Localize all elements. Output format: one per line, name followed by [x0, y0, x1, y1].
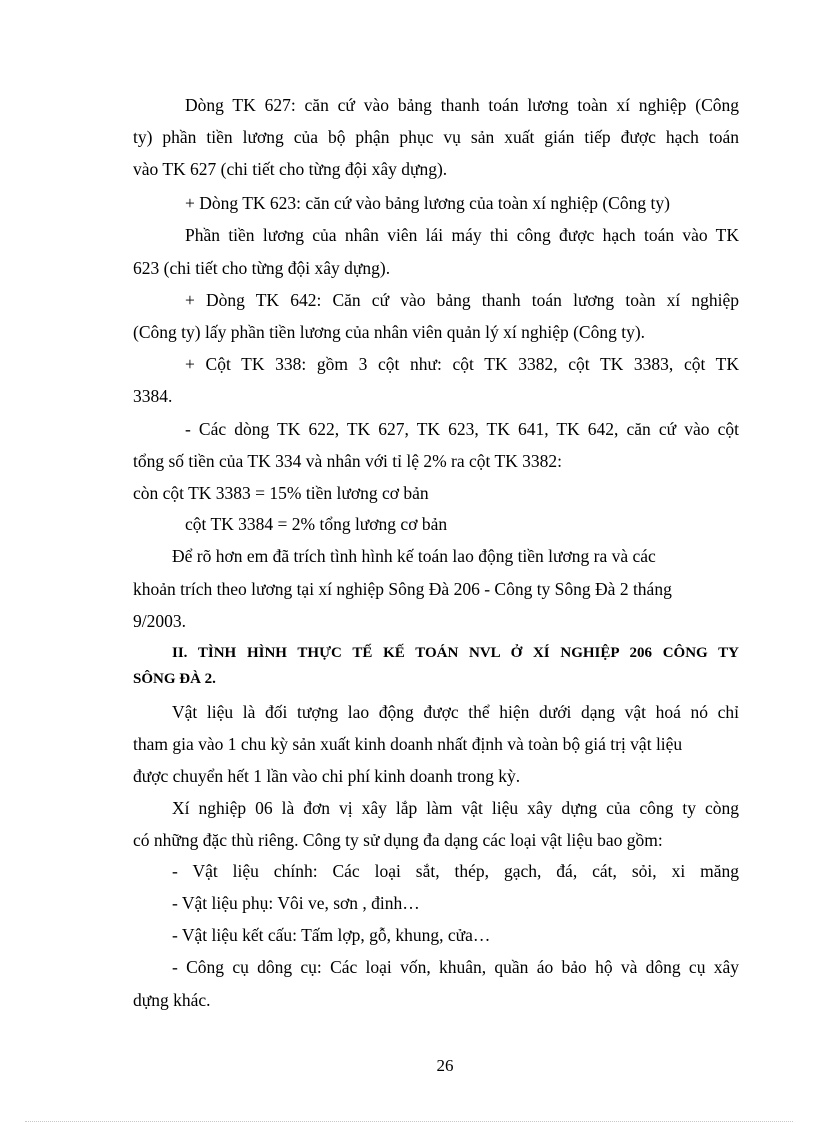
page-number: 26	[436, 1056, 454, 1075]
text-line: ty) phần tiền lương của bộ phận phục vụ sản xuất gián tiếp được hạch toán	[133, 127, 739, 147]
text-line: - Các dòng TK 622, TK 627, TK 623, TK 641, TK 642, căn cứ vào cột	[185, 419, 739, 439]
text-line: vào TK 627 (chi tiết cho từng đội xây dựng).	[133, 159, 448, 179]
text-line: + Cột TK 338: gồm 3 cột như: cột TK 3382, cột TK 3383, cột TK	[185, 354, 739, 374]
text-line: khoản trích theo lương tại xí nghiệp Sông Đà 206 - Công ty Sông Đà 2 tháng	[133, 579, 672, 599]
text-line: Dòng TK 627: căn cứ vào bảng thanh toán lương toàn xí nghiệp (Công	[185, 95, 739, 115]
text-line: 3384.	[133, 386, 173, 406]
text-line: dựng khác.	[133, 990, 211, 1010]
text-line: + Dòng TK 642: Căn cứ vào bảng thanh toán lương toàn xí nghiệp	[185, 290, 739, 310]
text-line: được chuyển hết 1 lần vào chi phí kinh doanh trong kỳ.	[133, 766, 521, 786]
text-line: 623 (chi tiết cho từng đội xây dựng).	[133, 258, 391, 278]
text-line: + Dòng TK 623: căn cứ vào bảng lương của toàn xí nghiệp (Công ty)	[185, 193, 670, 213]
section-heading-line: II. TÌNH HÌNH THỰC TẾ KẾ TOÁN NVL Ở XÍ NGHIỆP 206 CÔNG TY	[172, 645, 739, 661]
text-line: tham gia vào 1 chu kỳ sản xuất kinh doanh nhất định và toàn bộ giá trị vật liệu	[133, 734, 683, 754]
text-line: cột TK 3384 = 2% tổng lương cơ bản	[185, 514, 448, 534]
text-line: - Vật liệu chính: Các loại sắt, thép, gạch, đá, cát, sỏi, xi măng	[172, 861, 739, 881]
text-line: có những đặc thù riêng. Công ty sử dụng đa dạng các loại vật liệu bao gồm:	[133, 830, 663, 850]
text-line: tổng số tiền của TK 334 và nhân với tỉ lệ 2% ra cột TK 3382:	[133, 451, 563, 471]
page-bottom-dotted-divider	[25, 1121, 793, 1122]
text-line: - Công cụ dông cụ: Các loại vốn, khuân, quần áo bảo hộ và dông cụ xây	[172, 957, 739, 977]
text-line: Để rõ hơn em đã trích tình hình kế toán lao động tiền lương ra và các	[172, 546, 656, 566]
section-heading-line: SÔNG ĐÀ 2.	[133, 671, 216, 687]
text-line: (Công ty) lấy phần tiền lương của nhân viên quản lý xí nghiệp (Công ty).	[133, 322, 646, 342]
text-line: Xí nghiệp 06 là đơn vị xây lắp làm vật liệu xây dựng của công ty còng	[172, 798, 739, 818]
text-line: còn cột TK 3383 = 15% tiền lương cơ bản	[133, 483, 429, 503]
text-line: Phần tiền lương của nhân viên lái máy thi công được hạch toán vào TK	[185, 225, 739, 245]
text-line: 9/2003.	[133, 611, 186, 631]
text-line: Vật liệu là đối tượng lao động được thể hiện dưới dạng vật hoá nó chỉ	[172, 702, 739, 722]
text-line: - Vật liệu kết cấu: Tấm lợp, gỗ, khung, cửa…	[172, 925, 491, 945]
text-line: - Vật liệu phụ: Vôi ve, sơn , đinh…	[172, 893, 420, 913]
